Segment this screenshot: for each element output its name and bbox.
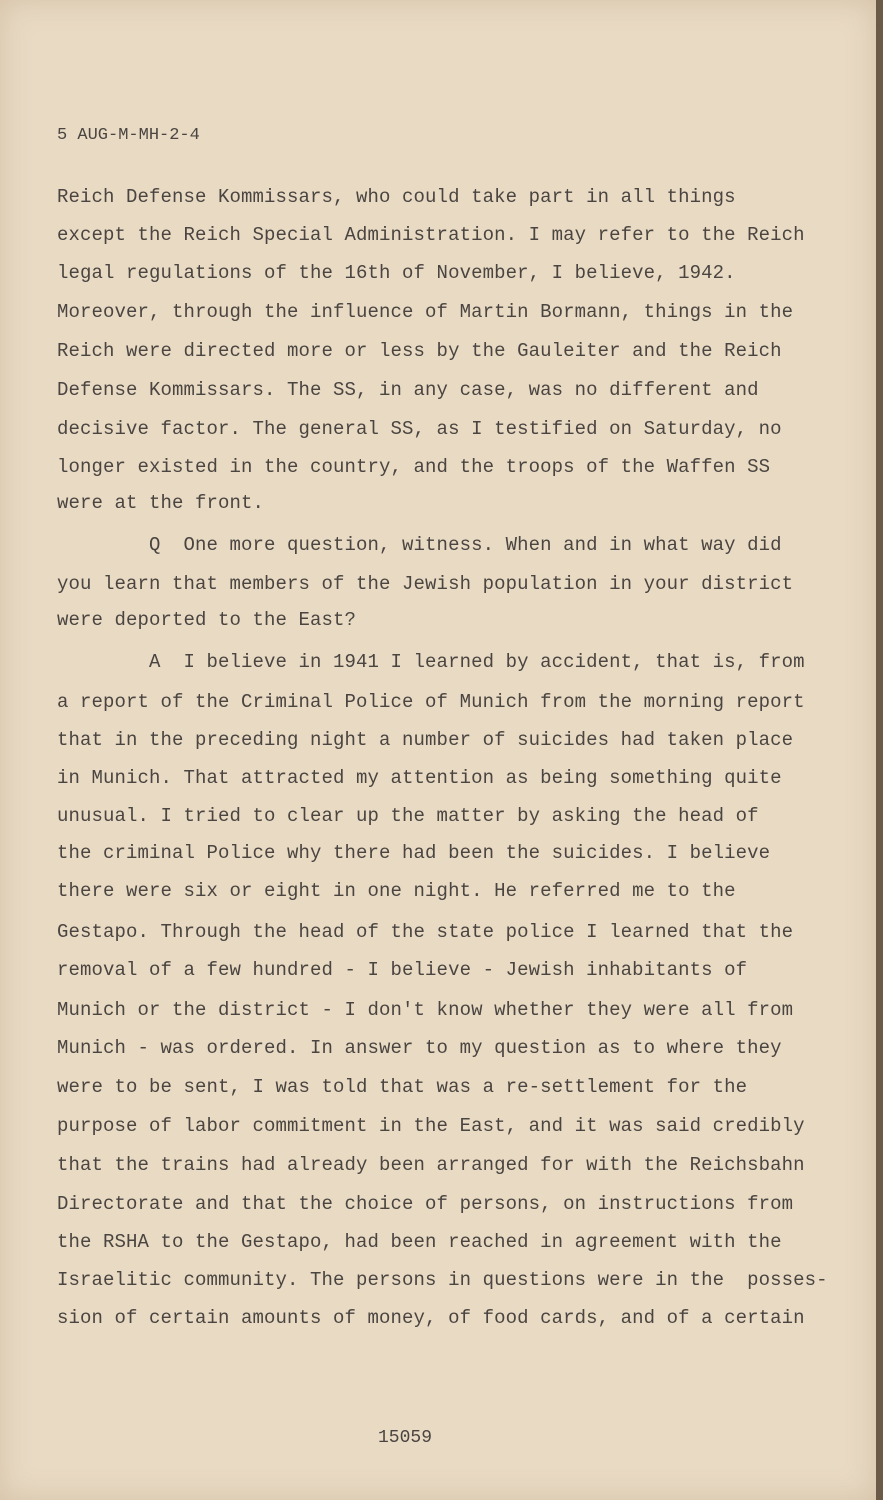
text-line: that the trains had already been arranged for with the Reichsbahn bbox=[57, 1154, 805, 1176]
text-line: unusual. I tried to clear up the matter by asking the head of bbox=[57, 805, 759, 827]
text-line: that in the preceding night a number of suicides had taken place bbox=[57, 729, 794, 751]
text-line: Munich or the district - I don't know whether they were all from bbox=[57, 999, 794, 1021]
text-line: were to be sent, I was told that was a re-settlement for the bbox=[57, 1076, 748, 1098]
text-line: there were six or eight in one night. He referred me to the bbox=[57, 880, 736, 902]
text-line: Reich Defense Kommissars, who could take part in all things bbox=[57, 186, 736, 208]
text-line: were at the front. bbox=[57, 492, 265, 514]
text-line: Gestapo. Through the head of the state police I learned that the bbox=[57, 921, 794, 943]
text-line: except the Reich Special Administration. I may refer to the Reich bbox=[57, 224, 805, 246]
document-header-code: 5 AUG-M-MH-2-4 bbox=[57, 126, 200, 145]
text-line: A I believe in 1941 I learned by accident, that is, from bbox=[57, 651, 805, 673]
text-line: Israelitic community. The persons in questions were in the posses- bbox=[57, 1269, 828, 1291]
text-line: Q One more question, witness. When and in what way did bbox=[57, 534, 782, 556]
text-line: Directorate and that the choice of persons, on instructions from bbox=[57, 1193, 794, 1215]
text-line: purpose of labor commitment in the East, and it was said credibly bbox=[57, 1115, 805, 1137]
text-line: decisive factor. The general SS, as I testified on Saturday, no bbox=[57, 418, 782, 440]
text-line: longer existed in the country, and the troops of the Waffen SS bbox=[57, 456, 771, 478]
text-line: the criminal Police why there had been the suicides. I believe bbox=[57, 842, 771, 864]
text-line: Defense Kommissars. The SS, in any case, was no different and bbox=[57, 379, 759, 401]
text-line: sion of certain amounts of money, of food cards, and of a certain bbox=[57, 1307, 805, 1329]
text-line: the RSHA to the Gestapo, had been reached in agreement with the bbox=[57, 1231, 782, 1253]
text-line: were deported to the East? bbox=[57, 609, 357, 631]
text-line: in Munich. That attracted my attention as being something quite bbox=[57, 767, 782, 789]
text-line: a report of the Criminal Police of Munich from the morning report bbox=[57, 691, 805, 713]
text-line: removal of a few hundred - I believe - Jewish inhabitants of bbox=[57, 959, 748, 981]
text-line: legal regulations of the 16th of November, I believe, 1942. bbox=[57, 262, 736, 284]
text-line: Reich were directed more or less by the Gauleiter and the Reich bbox=[57, 340, 782, 362]
text-line: Moreover, through the influence of Martin Bormann, things in the bbox=[57, 301, 794, 323]
text-line: Munich - was ordered. In answer to my question as to where they bbox=[57, 1037, 782, 1059]
page-number: 15059 bbox=[378, 1428, 433, 1448]
text-line: you learn that members of the Jewish population in your district bbox=[57, 573, 794, 595]
